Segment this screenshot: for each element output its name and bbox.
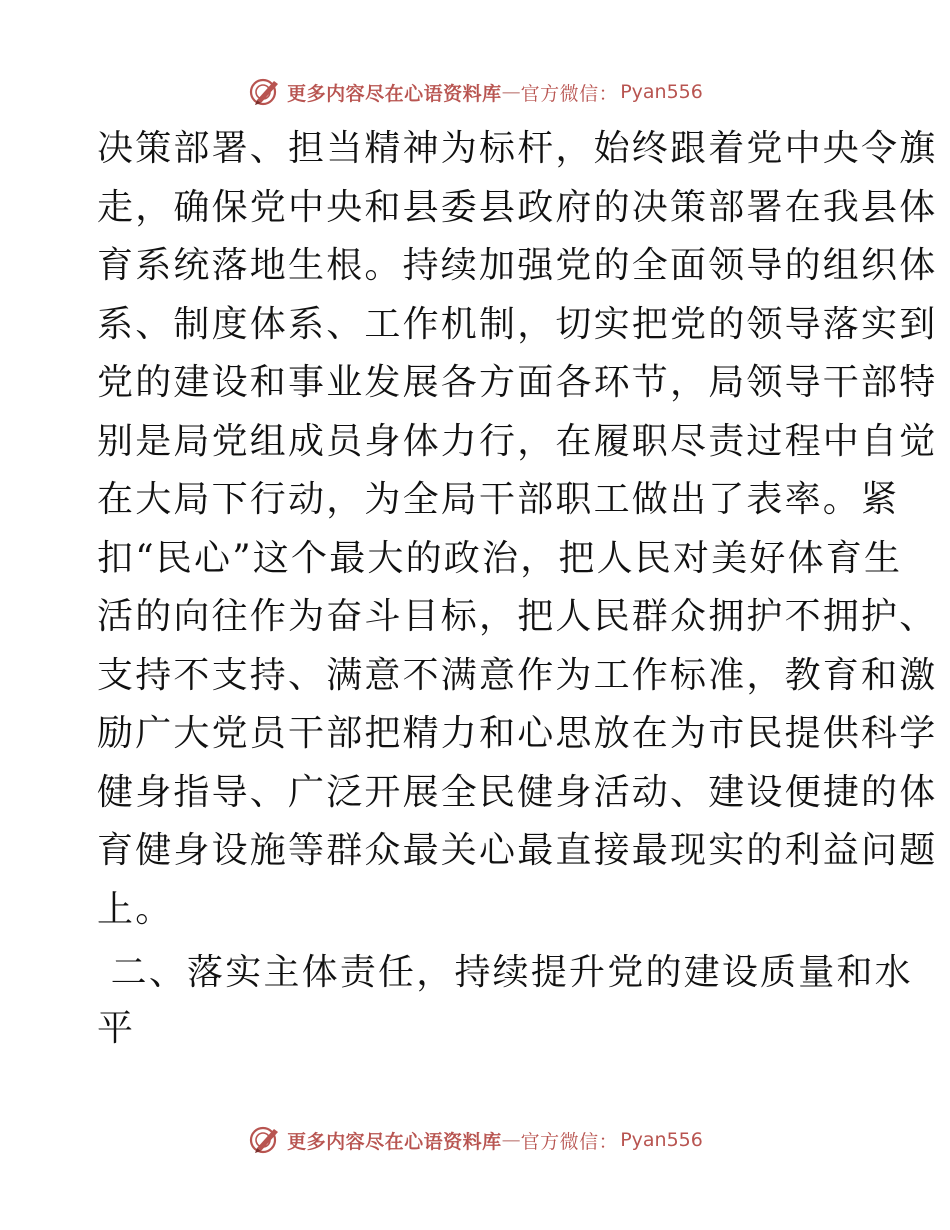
text-line: 育系统落地生根。持续加强党的全面领导的组织体 [97, 245, 938, 286]
watermark-wechat-id: Pyan556 [620, 1129, 703, 1151]
text-line: 励广大党员干部把精力和心思放在为市民提供科学 [97, 713, 938, 754]
pen-logo-icon [247, 1122, 283, 1158]
text-line: 别是局党组成员身体力行，在履职尽责过程中自觉 [97, 420, 938, 462]
watermark-main-text: 更多内容尽在心语资料库 [287, 1130, 502, 1153]
text-line: 扣“民心”这个最大的政治，把人民对美好体育生 [97, 537, 903, 579]
text-line: 在大局下行动，为全局干部职工做出了表率。紧 [97, 479, 900, 520]
text-line: 上。 [97, 888, 174, 930]
watermark-dash: — [501, 81, 521, 103]
watermark-main-text: 更多内容尽在心语资料库 [287, 82, 502, 105]
heading-line: 二、落实主体责任，持续提升党的建设质量和水 [97, 952, 913, 993]
header-watermark [0, 72, 950, 112]
text-line: 支持不支持、满意不满意作为工作标准，教育和激 [97, 654, 938, 696]
footer-watermark [0, 1120, 950, 1160]
pen-logo-icon [247, 74, 283, 110]
text-line: 走，确保党中央和县委县政府的决策部署在我县体 [97, 186, 938, 228]
document-body [97, 120, 938, 1057]
text-line: 决策部署、担当精神为标杆，始终跟着党中央令旗 [97, 128, 938, 169]
watermark-dash: — [501, 1129, 521, 1151]
body-paragraph [97, 120, 938, 939]
section-heading [97, 945, 913, 1057]
text-line: 健身指导、广泛开展全民健身活动、建设便捷的体 [97, 771, 938, 813]
heading-line: 平 [97, 1008, 136, 1049]
text-line: 党的建设和事业发展各方面各环节，局领导干部特 [97, 362, 938, 403]
watermark-sub-text: 官方微信： [520, 1130, 619, 1153]
text-line: 活的向往作为奋斗目标，把人民群众拥护不拥护、 [97, 596, 938, 637]
text-line: 系、制度体系、工作机制，切实把党的领导落实到 [97, 303, 938, 345]
watermark-wechat-id: Pyan556 [620, 81, 703, 103]
watermark-sub-text: 官方微信： [520, 82, 619, 105]
text-line: 育健身设施等群众最关心最直接最现实的利益问题 [97, 830, 938, 871]
